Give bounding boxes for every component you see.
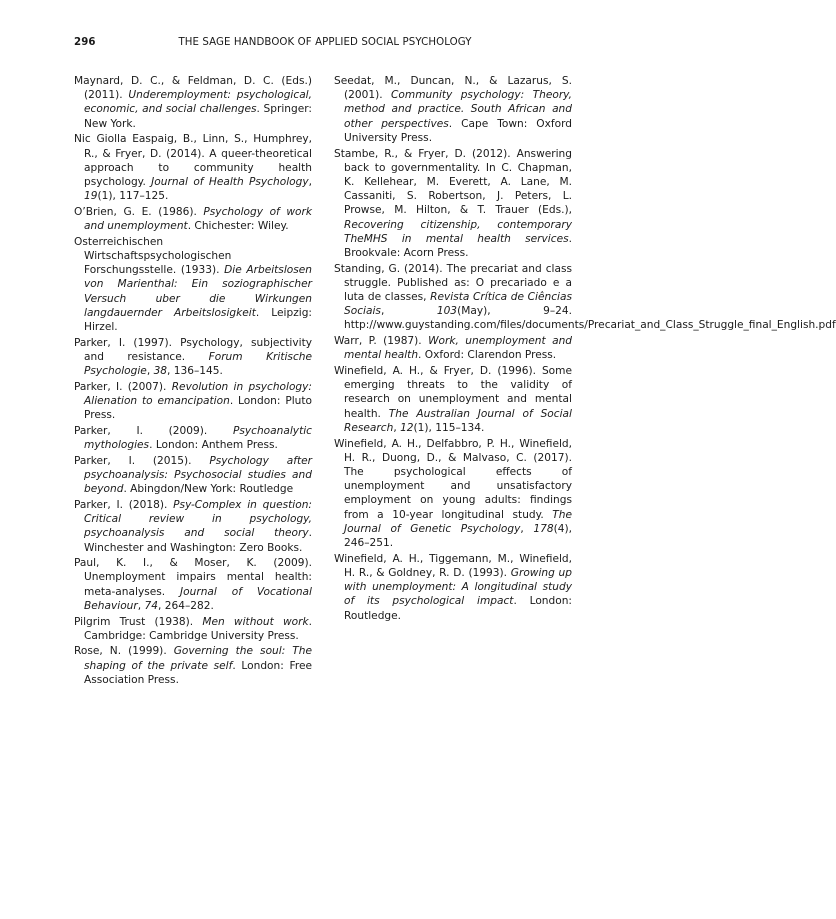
reference-text: . Cape Town: Oxford University Press. <box>344 117 572 144</box>
reference-entry <box>74 74 312 131</box>
reference-text: Winefield, A. H., Tiggemann, M., Winefield, H. R., & Goldney, R. D. (1993). <box>334 552 572 579</box>
reference-entry <box>334 147 572 261</box>
reference-italic-text: Community psychology: Theory, method and practice. South African and other perspectives <box>344 89 572 130</box>
reference-text: . London: Routledge. <box>344 595 572 622</box>
reference-italic-text: Psy-Complex in question: Critical review in psychology, psychoanalysis and social theory <box>84 498 312 540</box>
reference-italic-text: Revista Crítica de Ciências Sociais <box>344 291 572 318</box>
reference-text: , <box>393 421 401 434</box>
references-column-left <box>74 74 312 689</box>
reference-text: , 264–282. <box>158 599 214 612</box>
reference-text: Winefield, A. H., & Fryer, D. (1996). Some emerging threats to the validity of research on unemployment and mental health. <box>334 365 572 420</box>
reference-text: , <box>137 599 145 612</box>
reference-text: Parker, I. (2007). <box>74 380 172 393</box>
reference-italic-text: Forum Kritische Psychologie <box>84 350 313 378</box>
reference-text: . Abingdon/New York: Routledge <box>123 483 294 496</box>
reference-entry <box>74 132 312 203</box>
reference-text: . London: Free Association Press. <box>84 659 312 686</box>
reference-text: . Cambridge: Cambridge University Press. <box>84 615 312 642</box>
reference-italic-text: The Australian Journal of Social Research <box>344 407 572 434</box>
reference-text: (1), 117–125. <box>97 190 169 203</box>
reference-italic-text: 103 <box>436 305 458 318</box>
reference-italic-text: Governing the soul: The shaping of the private self <box>84 645 312 672</box>
reference-text: Parker, I. (2015). <box>74 454 210 467</box>
reference-entry <box>334 364 572 435</box>
reference-text: . Winchester and Washington: Zero Books. <box>84 527 312 554</box>
reference-italic-text: The Journal of Genetic Psychology <box>344 508 572 535</box>
reference-entry <box>74 644 312 687</box>
reference-entry <box>74 205 312 233</box>
reference-text: Maynard, D. C., & Feldman, D. C. (Eds.) (2011). <box>74 75 312 102</box>
reference-entry <box>334 74 572 145</box>
reference-italic-text: Journal of Health Psychology <box>151 175 309 188</box>
page-number: 296 <box>74 37 96 48</box>
reference-italic-text: Journal of Vocational Behaviour <box>84 585 312 612</box>
reference-text: (May), 9–24. http://www.guystanding.com/files/documents/Precariat_and_Class_Struggle_final_English.pdf <box>344 305 836 332</box>
reference-text: Pilgrim Trust (1938). <box>74 615 203 628</box>
reference-italic-text: Growing up with unemployment: A longitudinal study of its psychological impact <box>344 566 572 608</box>
reference-text: , <box>520 522 534 535</box>
reference-italic-text: Recovering citizenship, contemporary TheMHS in mental health services <box>344 218 572 245</box>
reference-entry <box>74 454 312 497</box>
reference-text: . Leipzig: Hirzel. <box>84 306 312 333</box>
reference-text: Rose, N. (1999). <box>74 645 174 658</box>
reference-text: Seedat, M., Duncan, N., & Lazarus, S. (2001). <box>334 75 572 102</box>
reference-italic-text: 38 <box>153 365 168 378</box>
reference-italic-text: Underemployment: psychological, economic, and social challenges <box>84 89 312 116</box>
references-column-right <box>334 74 836 624</box>
reference-text: O’Brien, G. E. (1986). <box>74 205 204 218</box>
reference-text: Stambe, R., & Fryer, D. (2012). Answering back to governmentality. In C. Chapman, K. Kellehear, M. Everett, A. Lane, M. Cassaniti, S. Robertson, J. Peters, L. Prowse, M. Hilton, & T. Trauer (Eds.), <box>334 147 572 217</box>
reference-entry <box>74 424 312 452</box>
reference-entry <box>334 552 572 623</box>
reference-entry <box>334 262 836 333</box>
reference-entry <box>74 556 312 613</box>
reference-text: . Chichester: Wiley. <box>187 220 289 233</box>
reference-text: Nic Giolla Easpaig, B., Linn, S., Humphrey, R., & Fryer, D. (2014). A queer-theoretical approach to community health psychology. <box>74 133 312 188</box>
reference-italic-text: 19 <box>84 190 98 203</box>
reference-entry <box>74 235 312 334</box>
reference-italic-text: Psychology after psychoanalysis: Psychosocial studies and beyond <box>84 454 312 496</box>
reference-text: , 136–145. <box>167 365 223 378</box>
reference-italic-text: Men without work <box>202 615 309 628</box>
reference-entry <box>74 498 312 555</box>
reference-text: Winefield, A. H., Delfabbro, P. H., Winefield, H. R., Duong, D., & Malvaso, C. (2017). The psychological effects of unemployment and unsatisfactory employment on young adults: findings from a 10-year longitudinal study. <box>334 437 572 521</box>
reference-text: Parker, I. (2018). <box>74 498 174 511</box>
reference-text: Osterreichischen Wirtschaftspsychologischen Forschungsstelle. (1933). <box>74 235 232 277</box>
reference-text: Warr, P. (1987). <box>334 335 429 348</box>
reference-text: (4), 246–251. <box>344 522 572 549</box>
reference-text: Paul, K. I., & Moser, K. (2009). Unemployment impairs mental health: meta-analyses. <box>74 557 312 598</box>
reference-text: , <box>380 305 437 318</box>
reference-entry <box>334 334 572 362</box>
reference-text: Parker, I. (1997). Psychology, subjectivity and resistance. <box>74 336 312 363</box>
reference-italic-text: 12 <box>400 421 414 434</box>
reference-text: Standing, G. (2014). The precariat and class struggle. Published as: O precariado e a luta de classes, <box>334 262 572 304</box>
reference-text: . Springer: New York. <box>84 103 312 130</box>
reference-entry <box>74 615 312 643</box>
reference-italic-text: 74 <box>144 599 158 612</box>
reference-text: (1), 115–134. <box>413 421 485 434</box>
reference-italic-text: Work, unemployment and mental health <box>344 335 573 362</box>
reference-text: Parker, I. (2009). <box>74 424 233 437</box>
reference-text: . London: Anthem Press. <box>149 439 278 452</box>
reference-italic-text: Psychology of work and unemployment <box>84 205 312 233</box>
reference-italic-text: Revolution in psychology: Alienation to emancipation <box>84 380 312 407</box>
reference-entry <box>334 437 572 551</box>
reference-entry <box>74 380 312 423</box>
reference-italic-text: Die Arbeitslosen von Marienthal: Ein soziographischer Versuch uber die Wirkungen langdauernder Arbeitslosigkeit <box>84 264 312 319</box>
reference-text: , <box>146 365 154 378</box>
reference-text: , <box>308 175 312 188</box>
reference-text: . Oxford: Clarendon Press. <box>418 349 557 362</box>
running-title: THE SAGE HANDBOOK OF APPLIED SOCIAL PSYCHOLOGY <box>178 37 472 48</box>
reference-italic-text: 178 <box>533 522 554 535</box>
reference-italic-text: Psychoanalytic mythologies <box>84 424 312 452</box>
reference-entry <box>74 336 312 379</box>
reference-text: . Brookvale: Acorn Press. <box>344 232 572 259</box>
reference-text: . London: Pluto Press. <box>84 394 312 422</box>
